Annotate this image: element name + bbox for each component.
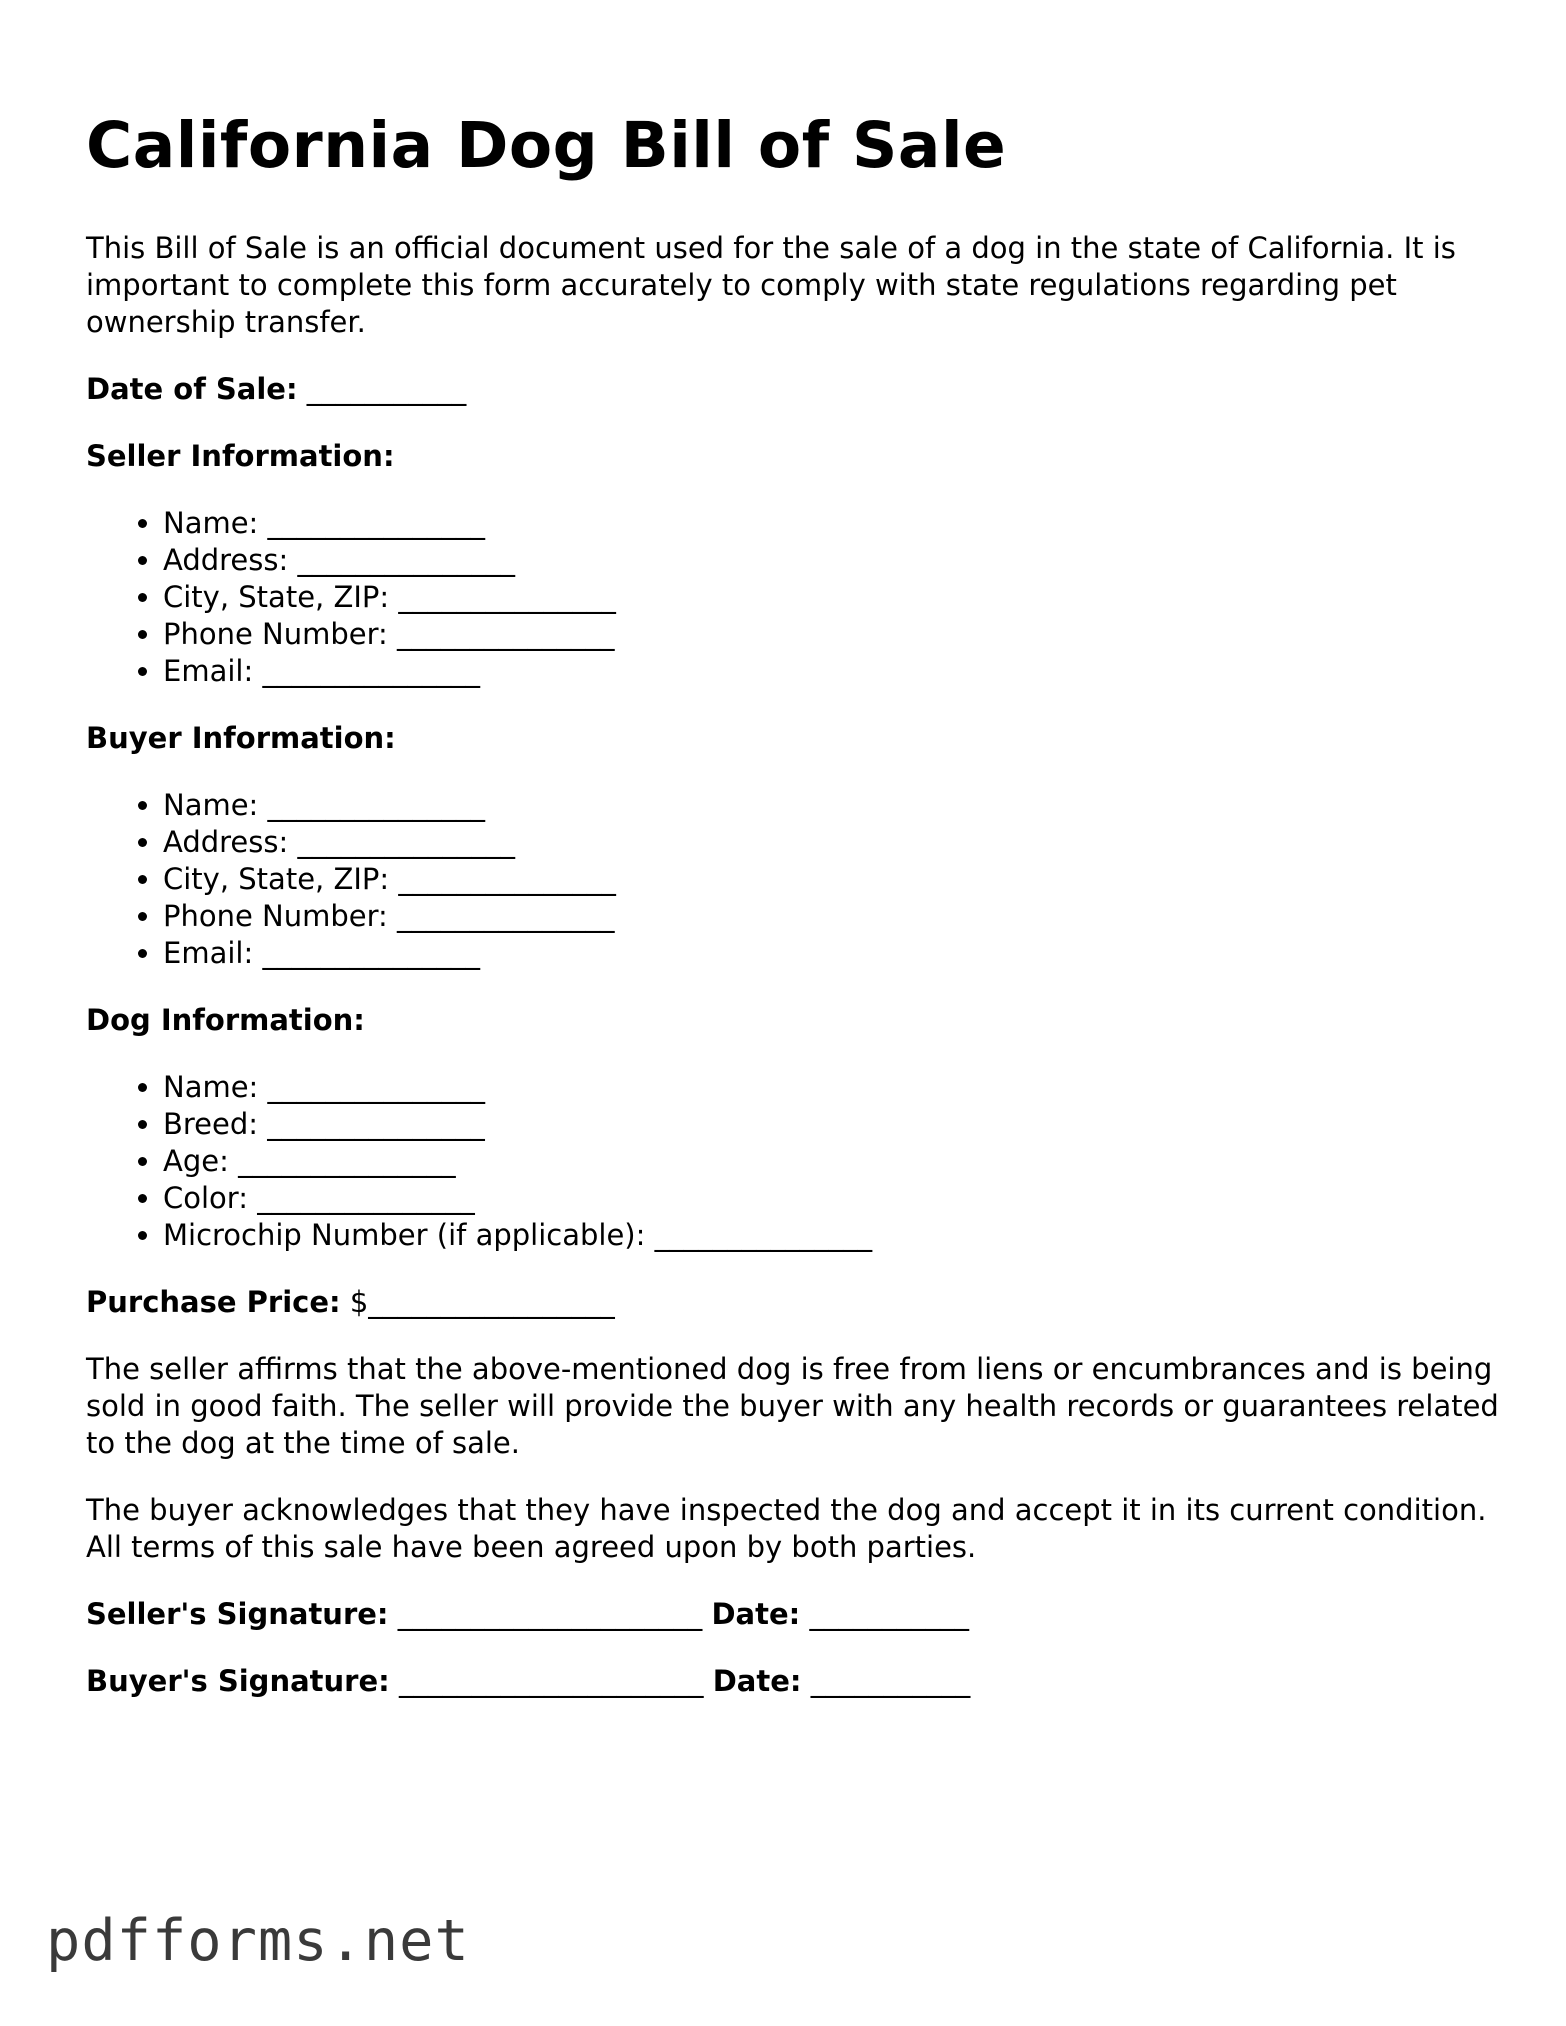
dog-info-heading: Dog Information: bbox=[86, 1003, 365, 1037]
seller-name-field: • Name: _______________ bbox=[163, 505, 1506, 542]
seller-signature-blank: _____________________ bbox=[397, 1597, 703, 1631]
document-page bbox=[86, 108, 1506, 1700]
purchase-price-line bbox=[86, 1284, 1506, 1321]
intro-paragraph: This Bill of Sale is an official document used for the sale of a dog in the state of California. It is important to complete this form accurately to comply with state regulations regarding pet ownership transfer. bbox=[86, 231, 1456, 339]
document-title: California Dog Bill of Sale bbox=[86, 109, 1007, 182]
dog-info-list bbox=[86, 1069, 1506, 1254]
seller-phone-field: • Phone Number: _______________ bbox=[163, 616, 1506, 653]
buyer-address-field: • Address: _______________ bbox=[163, 824, 1506, 861]
buyer-email-field: • Email: _______________ bbox=[163, 935, 1506, 972]
buyer-info-heading: Buyer Information: bbox=[86, 721, 396, 755]
seller-address-field: • Address: _______________ bbox=[163, 542, 1506, 579]
seller-affirmation-paragraph: The seller affirms that the above-mentioned dog is free from liens or encumbrances and is being sold in good faith. The seller will provide the buyer with any health records or guarantees related to the dog at the time of sale. bbox=[86, 1352, 1499, 1460]
seller-city-state-zip-field: • City, State, ZIP: _______________ bbox=[163, 579, 1506, 616]
buyer-signature-date-blank: ___________ bbox=[810, 1664, 971, 1698]
dog-color-field: • Color: _______________ bbox=[163, 1180, 1506, 1217]
buyer-signature-label: Buyer's Signature: bbox=[86, 1664, 390, 1698]
seller-signature-line bbox=[86, 1596, 1506, 1633]
seller-signature-label: Seller's Signature: bbox=[86, 1597, 389, 1631]
buyer-city-state-zip-field: • City, State, ZIP: _______________ bbox=[163, 861, 1506, 898]
seller-signature-date-blank: ___________ bbox=[809, 1597, 969, 1631]
pdfforms-logo: pdfforms.net bbox=[46, 1908, 470, 1974]
seller-signature-date-label: Date: bbox=[711, 1597, 801, 1631]
dog-breed-field: • Breed: _______________ bbox=[163, 1106, 1506, 1143]
purchase-price-blank: $_________________ bbox=[349, 1285, 615, 1319]
buyer-acknowledgment-paragraph: The buyer acknowledges that they have inspected the dog and accept it in its current condition. All terms of this sale have been agreed upon by both parties. bbox=[86, 1493, 1487, 1564]
buyer-info-list bbox=[86, 787, 1506, 972]
dog-microchip-field: • Microchip Number (if applicable): _______________ bbox=[163, 1217, 1506, 1254]
seller-info-list bbox=[86, 505, 1506, 690]
seller-info-heading: Seller Information: bbox=[86, 439, 395, 473]
buyer-phone-field: • Phone Number: _______________ bbox=[163, 898, 1506, 935]
buyer-name-field: • Name: _______________ bbox=[163, 787, 1506, 824]
dog-age-field: • Age: _______________ bbox=[163, 1143, 1506, 1180]
seller-email-field: • Email: _______________ bbox=[163, 653, 1506, 690]
date-of-sale-label: Date of Sale: bbox=[86, 372, 298, 406]
buyer-signature-line bbox=[86, 1663, 1506, 1700]
buyer-signature-date-label: Date: bbox=[712, 1664, 802, 1698]
buyer-signature-blank: _____________________ bbox=[398, 1664, 704, 1698]
purchase-price-label: Purchase Price: bbox=[86, 1285, 341, 1319]
date-of-sale-blank: ___________ bbox=[306, 372, 467, 406]
dog-name-field: • Name: _______________ bbox=[163, 1069, 1506, 1106]
date-of-sale-line bbox=[86, 371, 1506, 408]
